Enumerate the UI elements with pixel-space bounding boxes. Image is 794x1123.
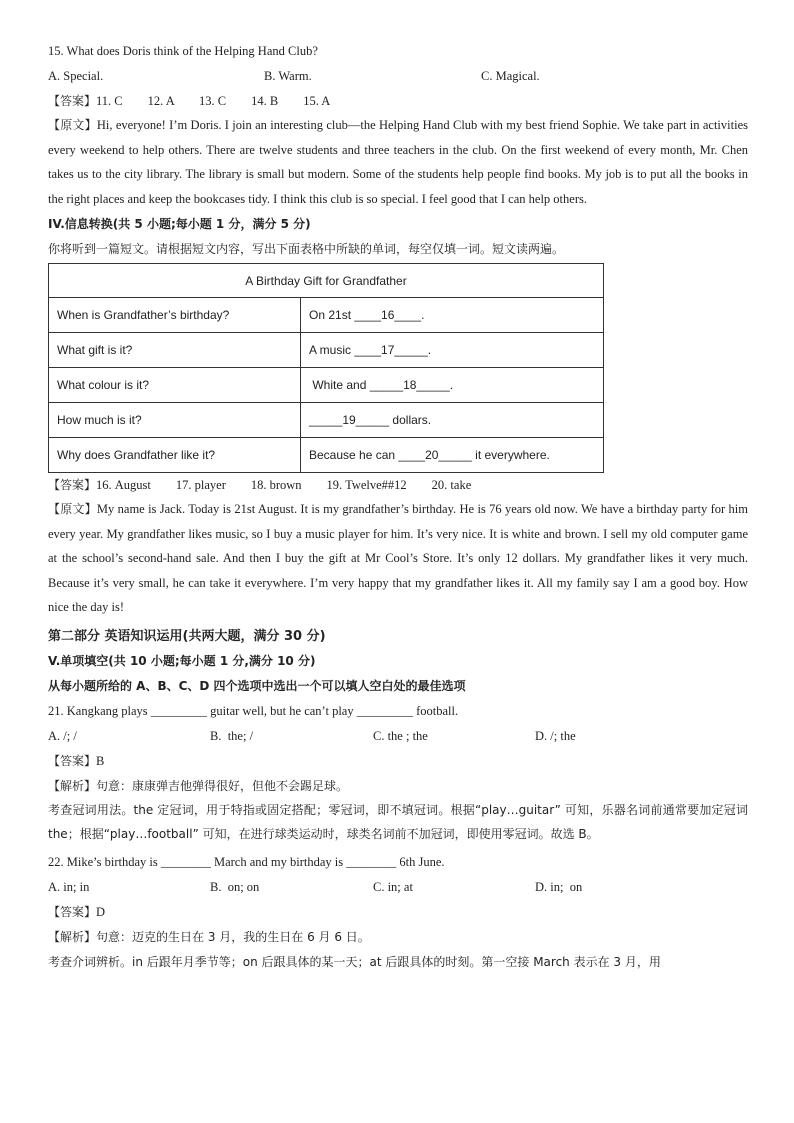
option-c: C. Magical. [481,69,540,83]
section-instruction: 从每小题所给的 A、B、C、D 四个选项中选出一个可以填人空白处的最佳选项 [48,678,466,693]
option-d: D. /; the [535,728,576,743]
table-row [49,298,604,333]
section-heading: IV.信息转换(共 5 小题;每小题 1 分，满分 5 分) [48,217,311,231]
option-a: A. Special. [48,69,104,83]
table-row [49,403,604,438]
explanation: 考查介词辨析。in 后跟年月季节等；on 后跟具体的某一天；at 后跟具体的时刻。第一空接 March 表示在 3 月，用 [48,954,661,969]
blank-16: ____16____ [354,308,422,322]
section-heading: V.单项填空(共 10 小题;每小题 1 分,满分 10 分) [48,653,316,668]
question-15: 15. What does Doris think of the Helping Hand Club? [48,44,318,58]
option-a: A. in; in [48,879,90,894]
table-answer: On 21st ____16____. [301,298,604,333]
option-c: C. the ; the [373,728,428,743]
document-page [48,42,748,971]
answer-line: 【答案】B [48,753,105,768]
script-text: My name is Jack. Today is 21st August. It is my grandfather’s birthday. He is 76 years old now. We have a birthday party for him every year. My grandfather likes music, so I buy a music player for him. It’s very nice. It is white and brown. I sell my old computer game at the school’s second-hand sale. And then I buy the gift at Mr Cool’s Store. It’s only 12 dollars. My grandfather likes it very much. Because it’s very small, he can take it everywhere. I’m very happy that my grandfather likes it. All my family say I am a good boy. How nice the day is! [48,502,748,614]
table-answer: _____19_____ dollars. [301,403,604,438]
table-question: When is Grandfather’s birthday? [49,298,301,333]
option-d: D. in; on [535,879,583,894]
table-title: A Birthday Gift for Grandfather [49,264,604,298]
blank-19: _____19_____ [309,413,390,427]
script-label: 【原文】 [48,118,97,132]
blank-17: ____17_____ [354,343,428,357]
option-b: B. Warm. [264,69,312,83]
section-instruction: 你将听到一篇短文。请根据短文内容，写出下面表格中所缺的单词，每空仅填一词。短文读两遍。 [48,242,565,256]
answer-line: 【答案】16. August 17. player 18. brown 19. Twelve##12 20. take [48,478,472,492]
part-heading: 第二部分 英语知识运用(共两大题，满分 30 分) [48,628,326,644]
blank-18: _____18_____ [369,378,450,392]
analysis-line: 【解析】句意：康康弹吉他弹得很好，但他不会踢足球。 [48,778,349,793]
script-text: Hi, everyone! I’m Doris. I join an interesting club—the Helping Hand Club with my best friend Sophie. We take part in activities every weekend to help others. There are twelve students and three teachers in the club. On the first weekend of every month, Mr. Chen takes us to the city library. The library is small but modern. Some of the students help people find books. My job is to put all the books in the right places and keep the bookcases tidy. I think this club is so special. I feel good that I can help others. [48,118,748,206]
listening-script [48,113,748,211]
explanation: 考查冠词用法。the 定冠词，用于特指或固定搭配；零冠词，即不填冠词。根据“play…guitar” 可知，乐器名词前通常要加定冠词 the；根据“play…football” 可知，在进行球类运动时，球类名词前不加冠词，即使用零冠词。故选 B。 [48,802,748,841]
table-answer: Because he can ____20_____ it everywhere. [301,438,604,473]
script-label: 【原文】 [48,502,97,516]
question-21: 21. Kangkang plays _________ guitar well, but he can’t play _________ football. [48,703,459,718]
table-answer: White and _____18_____. [301,368,604,403]
table-answer: A music ____17_____. [301,333,604,368]
answer-line: 【答案】11. C 12. A 13. C 14. B 15. A [48,94,331,108]
table-question: What gift is it? [49,333,301,368]
option-b: B. on; on [210,879,260,894]
blank-20: ____20_____ [398,448,472,462]
option-b: B. the; / [210,728,254,743]
listening-script [48,497,748,620]
option-a: A. /; / [48,728,77,743]
table-question: Why does Grandfather like it? [49,438,301,473]
options-21 [48,727,748,745]
table-row [49,333,604,368]
table-row [49,368,604,403]
gift-table [48,263,604,473]
options-22 [48,878,748,896]
table-question: How much is it? [49,403,301,438]
analysis-line: 【解析】句意：迈克的生日在 3 月，我的生日在 6 月 6 日。 [48,929,370,944]
table-row [49,438,604,473]
table-question: What colour is it? [49,368,301,403]
option-c: C. in; at [373,879,413,894]
answer-line: 【答案】D [48,904,106,919]
question-22: 22. Mike’s birthday is ________ March and my birthday is ________ 6th June. [48,854,445,869]
options-15 [48,67,748,85]
